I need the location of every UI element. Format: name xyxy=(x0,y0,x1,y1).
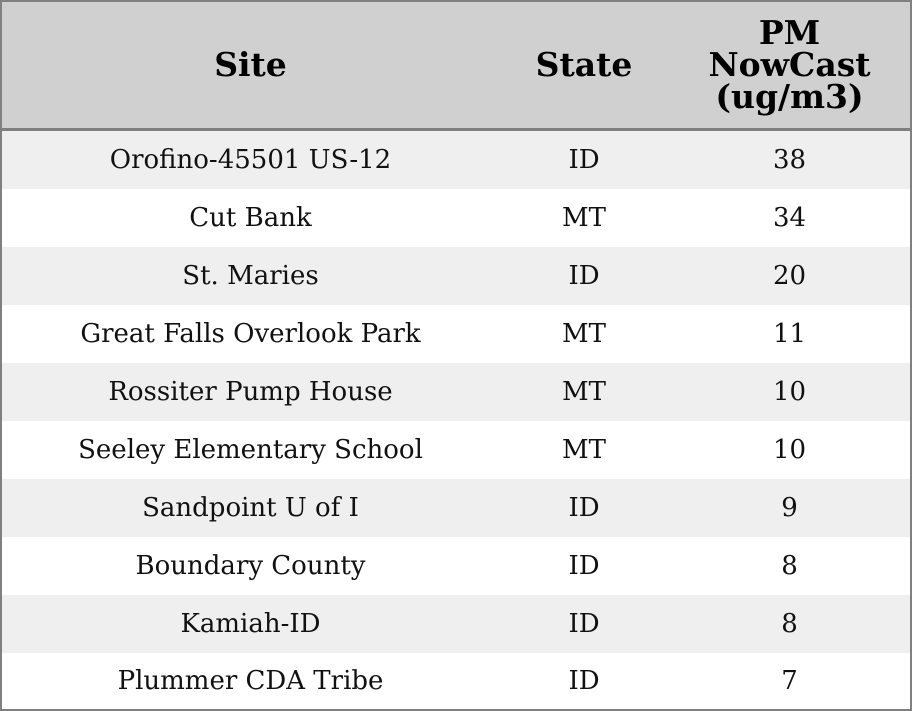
cell-state: ID xyxy=(499,247,669,305)
cell-pm-nowcast: 9 xyxy=(669,479,910,537)
table-row xyxy=(2,479,910,537)
column-header-pm-nowcast xyxy=(669,2,910,130)
table-row xyxy=(2,595,910,653)
cell-site: Orofino-45501 US-12 xyxy=(2,130,499,190)
cell-pm-nowcast: 10 xyxy=(669,363,910,421)
table-row xyxy=(2,189,910,247)
cell-pm-nowcast: 8 xyxy=(669,537,910,595)
cell-state: MT xyxy=(499,305,669,363)
cell-state: MT xyxy=(499,189,669,247)
table-body xyxy=(2,130,910,709)
table-row xyxy=(2,421,910,479)
cell-state: MT xyxy=(499,363,669,421)
cell-site: Rossiter Pump House xyxy=(2,363,499,421)
cell-site: Seeley Elementary School xyxy=(2,421,499,479)
cell-pm-nowcast: 11 xyxy=(669,305,910,363)
table-row xyxy=(2,537,910,595)
column-header-state xyxy=(499,2,669,130)
cell-pm-nowcast: 7 xyxy=(669,653,910,708)
cell-site: Boundary County xyxy=(2,537,499,595)
table-row xyxy=(2,363,910,421)
cell-state: ID xyxy=(499,653,669,708)
cell-state: ID xyxy=(499,595,669,653)
cell-pm-nowcast: 20 xyxy=(669,247,910,305)
cell-site: St. Maries xyxy=(2,247,499,305)
column-header-pm-line-2: NowCast xyxy=(708,45,871,84)
header-row xyxy=(2,2,910,130)
cell-site: Great Falls Overlook Park xyxy=(2,305,499,363)
cell-state: ID xyxy=(499,537,669,595)
column-header-pm-line-3: (ug/m3) xyxy=(715,77,864,116)
column-header-state-label: State xyxy=(535,45,633,84)
column-header-site xyxy=(2,2,499,130)
cell-site: Cut Bank xyxy=(2,189,499,247)
cell-pm-nowcast: 10 xyxy=(669,421,910,479)
table-row xyxy=(2,130,910,190)
column-header-pm-line-1: PM xyxy=(758,13,821,52)
table-header xyxy=(2,2,910,130)
cell-site: Plummer CDA Tribe xyxy=(2,653,499,708)
table-row xyxy=(2,653,910,708)
table-row xyxy=(2,247,910,305)
cell-pm-nowcast: 34 xyxy=(669,189,910,247)
cell-pm-nowcast: 8 xyxy=(669,595,910,653)
cell-state: MT xyxy=(499,421,669,479)
column-header-site-label: Site xyxy=(214,45,287,84)
cell-state: ID xyxy=(499,130,669,190)
cell-pm-nowcast: 38 xyxy=(669,130,910,190)
cell-site: Kamiah-ID xyxy=(2,595,499,653)
cell-site: Sandpoint U of I xyxy=(2,479,499,537)
table-row xyxy=(2,305,910,363)
cell-state: ID xyxy=(499,479,669,537)
data-table xyxy=(2,2,910,708)
